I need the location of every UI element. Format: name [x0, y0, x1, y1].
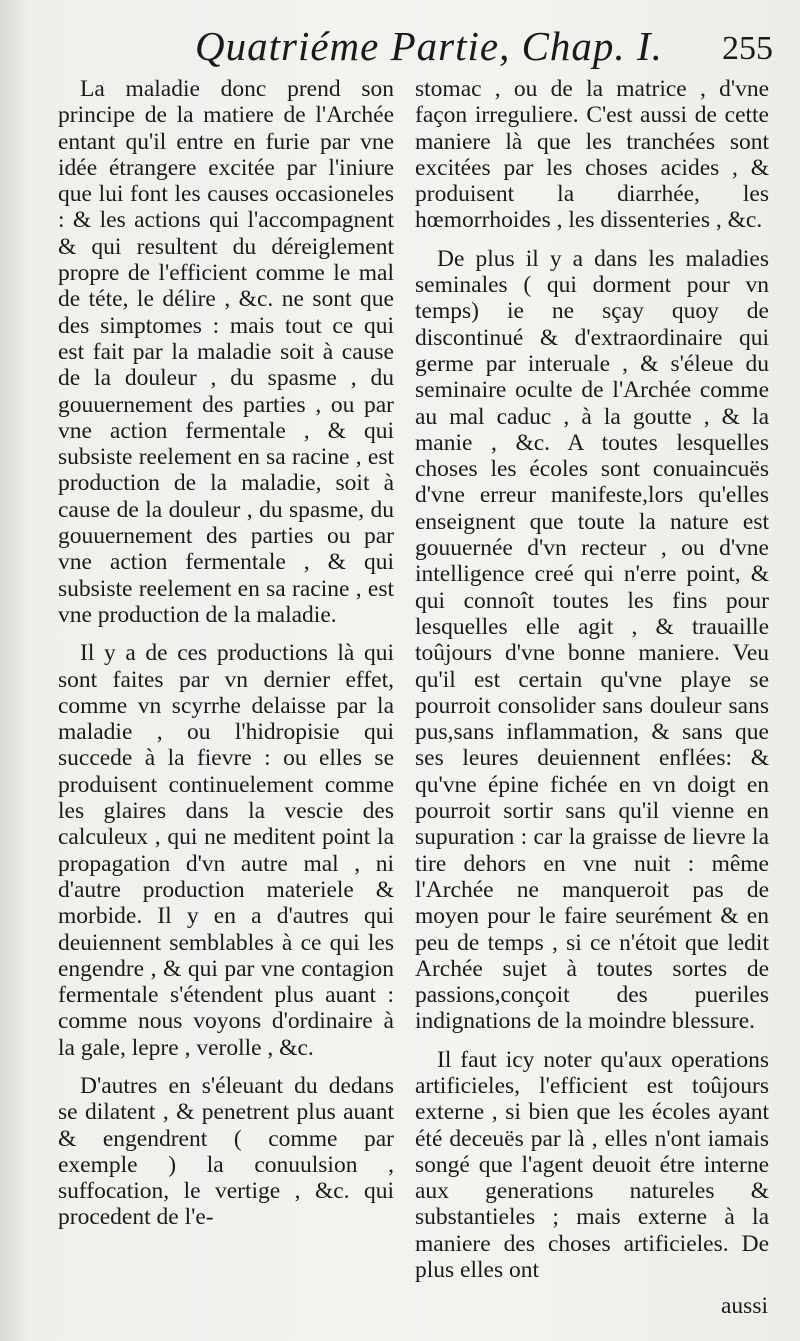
- page-header: [195, 22, 785, 82]
- running-title: Quatriéme Partie, Chap. I.: [195, 23, 663, 69]
- left-column: [58, 76, 394, 1231]
- left-paragraph-3: D'autres en s'éleuant du dedans se dilatent , & penetrent plus auant & engendrent ( comme par exemple ) la conuulsion , suffocation, le vertige , &c. qui procedent de l'e-: [58, 1072, 394, 1231]
- left-paragraph-2: Il y a de ces productions là qui sont faites par vn dernier effet, comme vn scyrrhe delaisse par la maladie , ou l'hidropisie qui succede à la fievre : ou elles se produisent continuelement comme les glaires dans la vescie des calculeux , qui ne meditent point la propagation d'vn autre mal , ni d'autre production materiele & morbide. Il y en a d'autres qui deuiennent semblables à ce qui les engendre , & qui par vne contagion fermentale s'étendent plus auant : comme nous voyons d'ordinaire à la gale, lepre , verolle , &c.: [58, 640, 394, 1061]
- right-paragraph-3: Il faut icy noter qu'aux operations artificieles, l'efficient est toûjours externe , si bien que les écoles ayant été deceuës par là , elles n'ont iamais songé que l'agent deuoit étre interne aux generations natureles & substantieles ; mais externe à la maniere des choses artificieles. De plus elles ont: [415, 1046, 769, 1284]
- left-paragraph-1: La maladie donc prend son principe de la matiere de l'Archée entant qu'il entre en furie par vne idée étrangere excitée par l'iniure que lui font les causes occasioneles : & les actions qui l'accompagnent & qui resultent du déreiglement propre de l'efficient comme le mal de téte, le délire , &c. ne sont que des simptomes : mais tout ce qui est fait par la maladie soit à cause de la douleur , du spasme , du gouuernement des parties , ou par vne action fermentale , & qui subsiste reelement en sa racine , est production de la maladie, soit à cause de la douleur , du spasme, du gouuernement des parties ou par vne action fermentale , & qui subsiste reelement en sa racine , est vne production de la maladie.: [58, 76, 394, 628]
- right-column: [415, 76, 769, 1283]
- right-paragraph-1: stomac , ou de la matrice , d'vne façon irreguliere. C'est aussi de cette maniere là que les tranchées sont excitées par les choses acides , & produisent la diarrhée, les hœmorrhoides , les dissenteries , &c.: [415, 76, 769, 234]
- catchword: aussi: [721, 1293, 768, 1319]
- page-number: 255: [722, 30, 773, 67]
- right-paragraph-2: De plus il y a dans les maladies seminales ( qui dorment pour vn temps) ie ne sçay quoy de discontinué & d'extraordinaire qui germe par interuale , & s'éleue du seminaire oculte de l'Archée comme au mal caduc , à la goutte , & la manie , &c. A toutes lesquelles choses les écoles sont conuaincuës d'vne erreur manifeste,lors qu'elles enseignent que toute la nature est gouuernée d'vn recteur , ou d'vne intelligence creé qui n'erre point, & qui connoît toutes les fins pour lesquelles elle agit , & trauaille toûjours d'vne bonne maniere. Veu qu'il est certain qu'vne playe se pourroit consolider sans douleur sans pus,sans inflammation, & sans que ses leures deuiennent enflées: & qu'vne épine fichée en vn doigt en pourroit sortir sans qu'il vienne en supuration : car la graisse de lievre la tire dehors en vne nuit : même l'Archée ne manqueroit pas de moyen pour le faire seurément & en peu de temps , si ce n'étoit que ledit Archée sujet à toutes sortes de passions,conçoit des pueriles indignations de la moindre blessure.: [415, 245, 769, 1035]
